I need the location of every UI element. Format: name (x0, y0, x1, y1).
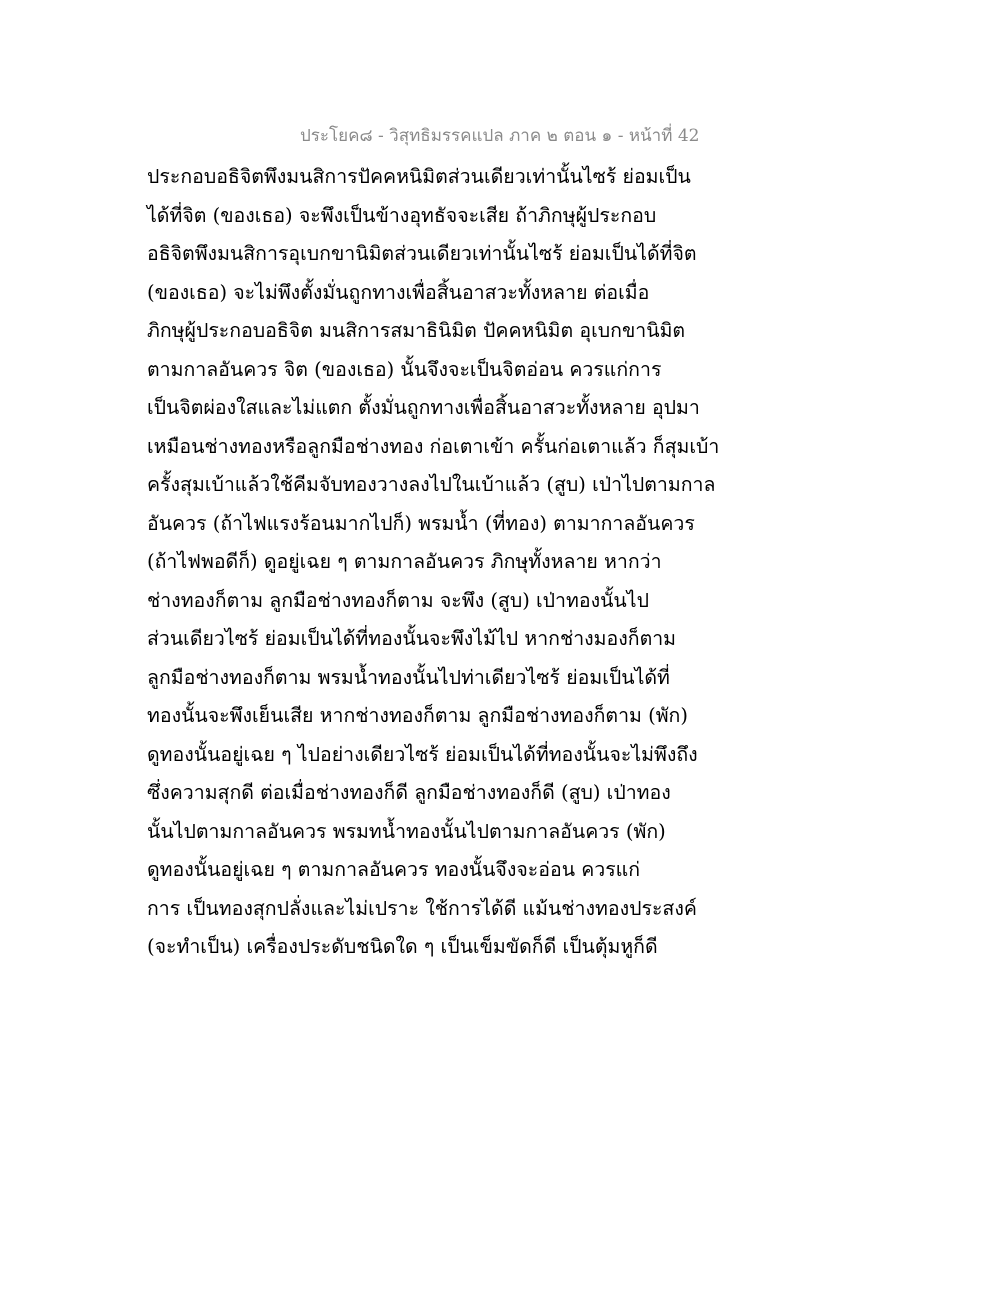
text-line: ดูทองนั้นอยู่เฉย ๆ ตามกาลอันควร ทองนั้นจึงจะอ่อน ควรแก่ (147, 858, 641, 881)
text-line: อธิจิตพึงมนสิการอุเบกขานิมิตส่วนเดียวเท่านั้นไซร้ ย่อมเป็นได้ที่จิต (147, 242, 697, 265)
text-line: ประกอบอธิจิตพึงมนสิการปัคคหนิมิตส่วนเดียวเท่านั้นไซร้ ย่อมเป็น (147, 165, 691, 188)
text-line: ทองนั้นจะพึงเย็นเสีย หากช่างทองก็ตาม ลูกมือช่างทองก็ตาม (พัก) (147, 704, 688, 727)
text-line: ลูกมือช่างทองก็ตาม พรมน้ำทองนั้นไปท่าเดียวไซร้ ย่อมเป็นได้ที่ (147, 665, 670, 689)
text-line: (ถ้าไฟพอดีก็) ดูอยู่เฉย ๆ ตามกาลอันควร ภิกษุทั้งหลาย หากว่า (147, 550, 662, 573)
text-line: (จะทำเป็น) เครื่องประดับชนิดใด ๆ เป็นเข็มขัดก็ดี เป็นตุ้มหูก็ดี (147, 935, 658, 958)
text-line: ภิกษุผู้ประกอบอธิจิต มนสิการสมาธินิมิต ปัคคหนิมิต อุเบกขานิมิต (147, 319, 686, 342)
text-line: อันควร (ถ้าไฟแรงร้อนมากไปก็) พรมน้ำ (ที่ทอง) ตามากาลอันควร (147, 511, 695, 535)
text-line: ครั้งสุมเบ้าแล้วใช้คีมจับทองวางลงไปในเบ้าแล้ว (สูบ) เป่าไปตามกาล (147, 473, 716, 496)
text-line: ส่วนเดียวไซร้ ย่อมเป็นได้ที่ทองนั้นจะพึงไม้ไป หากช่างมองก็ตาม (147, 627, 677, 650)
running-header: ประโยค๘ - วิสุทธิมรรคแปล ภาค ๒ ตอน ๑ - หน้าที่ 42 (300, 126, 700, 146)
text-line: การ เป็นทองสุกปลั่งและไม่เปราะ ใช้การได้ดี แม้นช่างทองประสงค์ (147, 896, 697, 920)
body-text (147, 158, 720, 967)
text-line: ช่างทองก็ตาม ลูกมือช่างทองก็ตาม จะพึง (สูบ) เป่าทองนั้นไป (147, 588, 649, 612)
text-line: ดูทองนั้นอยู่เฉย ๆ ไปอย่างเดียวไซร้ ย่อมเป็นได้ที่ทองนั้นจะไม่พึงถึง (147, 742, 698, 766)
text-line: นั้นไปตามกาลอันควร พรมทน้ำทองนั้นไปตามกาลอันควร (พัก) (147, 819, 666, 843)
text-line: เป็นจิตผ่องใสและไม่แตก ตั้งมั่นถูกทางเพื่อสิ้นอาสวะทั้งหลาย อุปมา (147, 396, 700, 419)
text-line: ซึ่งความสุกดี ต่อเมื่อช่างทองก็ดี ลูกมือช่างทองก็ดี (สูบ) เป่าทอง (147, 781, 671, 804)
text-line: เหมือนช่างทองหรือลูกมือช่างทอง ก่อเตาเข้า ครั้นก่อเตาแล้ว ก็สุมเบ้า (147, 434, 720, 458)
text-line: (ของเธอ) จะไม่พึงตั้งมั่นถูกทางเพื่อสิ้นอาสวะทั้งหลาย ต่อเมื่อ (147, 280, 650, 304)
text-line: ตามกาลอันควร จิต (ของเธอ) นั้นจึงจะเป็นจิตอ่อน ควรแก่การ (147, 357, 662, 381)
text-line: ได้ที่จิต (ของเธอ) จะพึงเป็นข้างอุทธัจจะเสีย ถ้าภิกษุผู้ประกอบ (147, 203, 657, 227)
